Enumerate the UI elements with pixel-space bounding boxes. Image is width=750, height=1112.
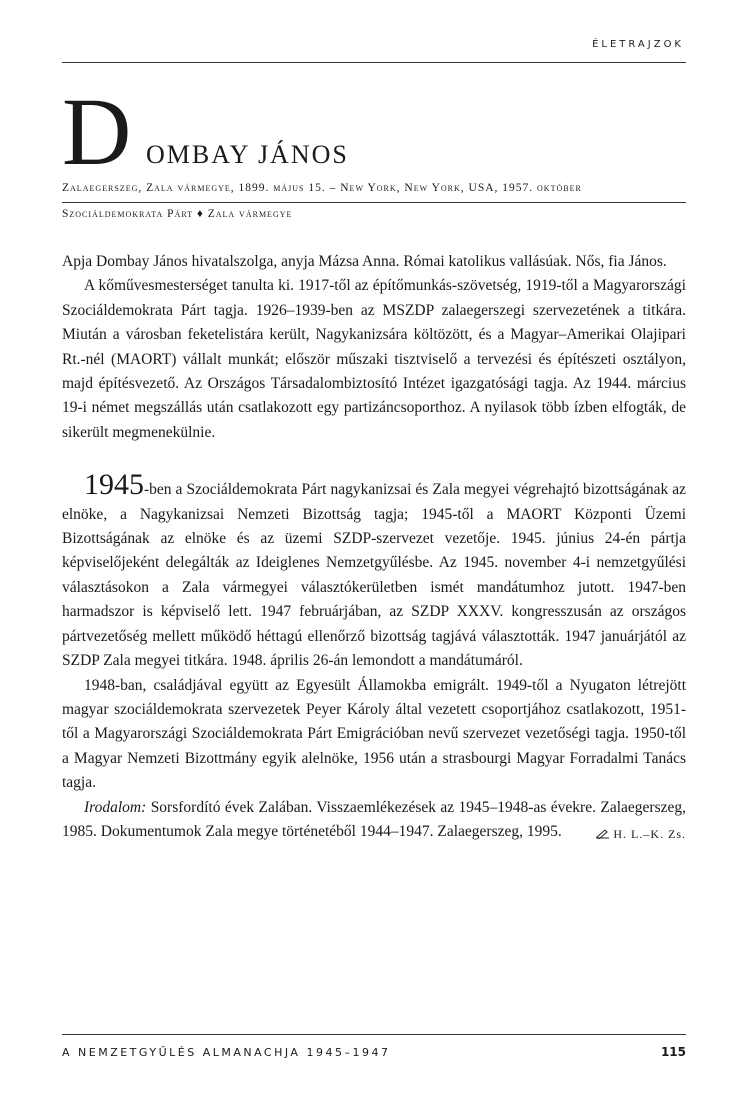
running-head: ÉLETRAJZOK — [592, 39, 684, 50]
pen-icon — [596, 829, 610, 839]
top-rule — [62, 62, 686, 63]
paragraph-family: Apja Dombay János hivatalszolga, anyja Mázsa Anna. Római katolikus vallásúak. Nős, fia János. — [62, 253, 667, 270]
bottom-rule — [62, 1034, 686, 1035]
birth-death-line: Zalaegerszeg, Zala vármegye, 1899. május 15. – New York, New York, USA, 1957. október — [62, 182, 582, 194]
entry-title — [62, 78, 686, 185]
biography-body — [62, 250, 686, 847]
paragraph-emigration: 1948-ban, családjával együtt az Egyesült Államokba emigrált. 1949-től a Nyugaton létrejött magyar szociáldemokrata szervezetek Peyer Károly által vezetett csoportjához csatlakozott, 1951-től a Magyarországi Szociáldemokrata Párt Emigrációban nevű szervezet vezetőségi tagja. 1950-től a Magyar Nemzeti Bizottmány egyik alelnöke, 1956 után a strasbourgi Magyar Forradalmi Tanács tagja. — [62, 676, 686, 792]
meta-rule — [62, 202, 686, 203]
literature-text: Sorsfordító évek Zalában. Visszaemlékezések az 1945–1948-as évekre. Zalaegerszeg, 1985. Dokumentumok Zala megye történetéből 1944–1947. Zalaegerszeg, 1995. — [62, 798, 686, 840]
party-constituency-line: Szociáldemokrata Párt ♦ Zala vármegye — [62, 208, 293, 220]
footer-title: A NEMZETGYŰLÉS ALMANACHJA 1945–1947 — [62, 1046, 391, 1059]
paragraph-career: A kőművesmesterséget tanulta ki. 1917-től az építőmunkás-szövetség, 1919-től a Magyarországi Szociáldemokrata Párt tagja. 1926–1939-ben az MSZDP zalaegerszegi szervezetének a titkára. Miután a városban feketelistára került, Nagykanizsára költözött, és a Magyar–Amerikai Olajipari Rt.-nél (MAORT) vállalt munkát; először műszaki tisztviselő a tervezési és építészeti osztályon, majd építésvezető. Az Országos Társadalombiztosító Intézet igazgatósági tagja. Az 1944. március 19-i német megszállás után csatlakozott egy partizáncsoporthoz. A nyilasok több ízben elfogták, de sikerült megmenekülnie. — [62, 277, 686, 441]
signature-text: H. L.–K. Zs. — [613, 827, 686, 842]
page-number: 115 — [660, 1045, 686, 1059]
year-highlight: 1945 — [84, 468, 144, 502]
entry-name: OMBAY JÁNOS — [146, 140, 349, 169]
paragraph-1945 — [62, 468, 686, 673]
literature-label: Irodalom: — [84, 798, 147, 816]
paragraph-1945-text: -ben a Szociáldemokrata Párt nagykanizsai és Zala megyei végrehajtó bizottságának az elnöke, a Nagykanizsai Nemzeti Bizottság tagja; 1945-től a MAORT Központi Üzemi Bizottságának az elnöke és az üzemi SZDP-szervezet vezetője. 1945. június 24-én pártja képviselőjeként delegálták az Ideiglenes Nemzetgyűlésbe. Az 1945. november 4-i nemzetgyűlési választásokon a Zala vármegyei választókerületben ismét mandátumhoz jutott. 1947-ben harmadszor is képviselő lett. 1947 februárjában, az SZDP XXXV. kongresszusán az országos pártvezetőség mellett működő héttagú ellenőrző bizottság tagjává választották. 1947 januárjától az SZDP Zala megyei titkára. 1948. április 26-án lemondott a mandátumáról. — [62, 481, 686, 670]
drop-cap-initial: D — [62, 78, 132, 185]
